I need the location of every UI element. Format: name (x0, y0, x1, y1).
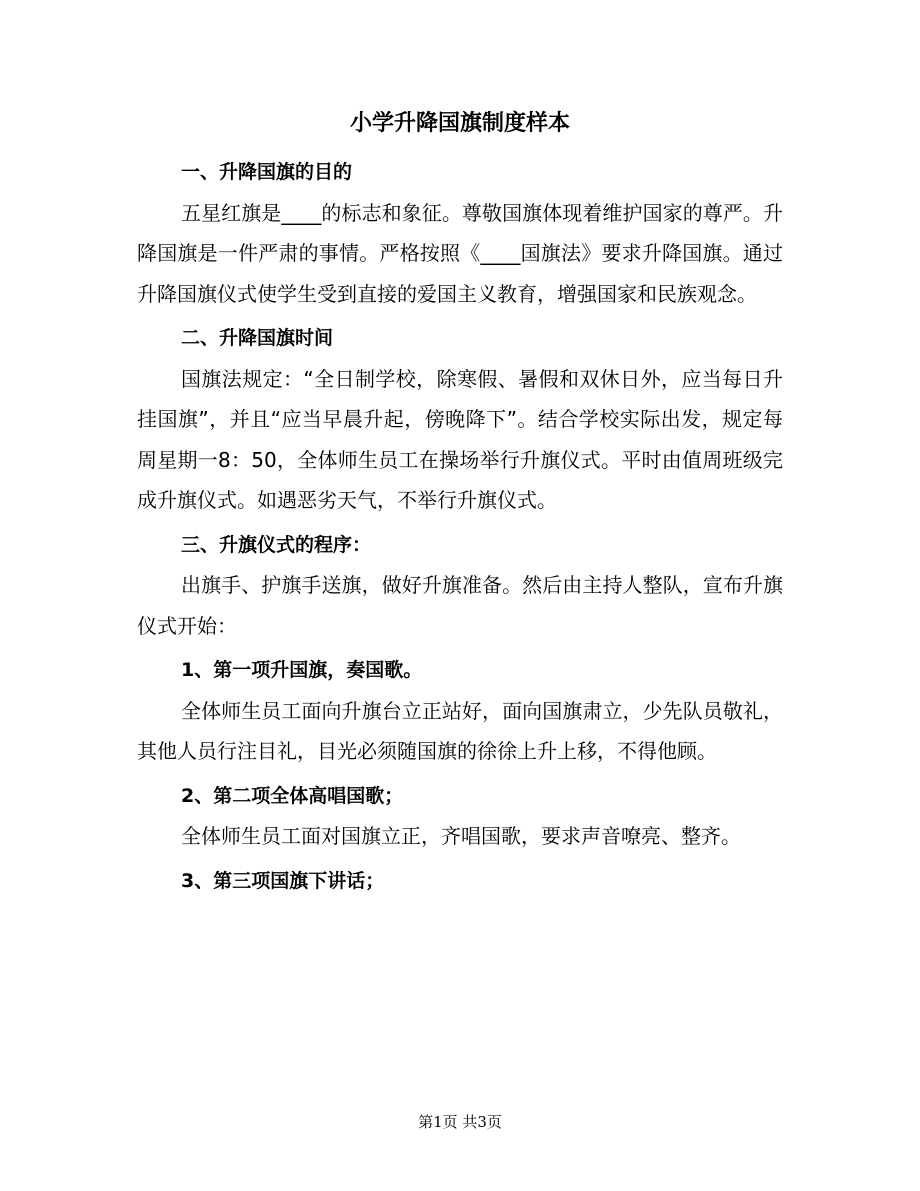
step-heading-3: 3、第三项国旗下讲话； (181, 869, 385, 892)
step-text-1: 全体师生员工面向升旗台立正站好，面向国旗肃立，少先队员敬礼，其他人员行注目礼，目光必须随国旗的徐徐上升上移，不得他顾。 (137, 698, 783, 763)
step-heading-1: 1、第一项升国旗，奏国歌。 (181, 659, 423, 681)
step-text-2: 全体师生员工面对国旗立正，齐唱国歌，要求声音嘹亮、整齐。 (181, 824, 741, 848)
document-body (137, 152, 783, 901)
section-heading-procedure: 三、升旗仪式的程序： (181, 533, 372, 556)
section-paragraph-procedure: 出旗手、护旗手送旗，做好升旗准备。然后由主持人整队，宣布升旗仪式开始： (137, 573, 783, 638)
page-footer: 第1页 共3页 (418, 1113, 502, 1131)
document-title: 小学升降国旗制度样本 (349, 111, 570, 136)
section-paragraph-purpose: 五星红旗是____的标志和象征。尊敬国旗体现着维护国家的尊严。升降国旗是一件严肃的事情。严格按照《____国旗法》要求升降国旗。通过升降国旗仪式使学生受到直接的爱国主义教育，增强国家和民族观念。 (137, 200, 783, 306)
section-heading-time: 二、升降国旗时间 (181, 327, 334, 349)
section-paragraph-time: 国旗法规定：“全日制学校，除寒假、暑假和双休日外，应当每日升挂国旗”，并且“应当早晨升起，傍晚降下”。结合学校实际出发，规定每周星期一8：50，全体师生员工在操场举行升旗仪式。平时由值周班级完成升旗仪式。如遇恶劣天气，不举行升旗仪式。 (137, 366, 783, 512)
step-heading-2: 2、第二项全体高唱国歌； (181, 784, 404, 807)
section-heading-purpose: 一、升降国旗的目的 (181, 161, 353, 183)
